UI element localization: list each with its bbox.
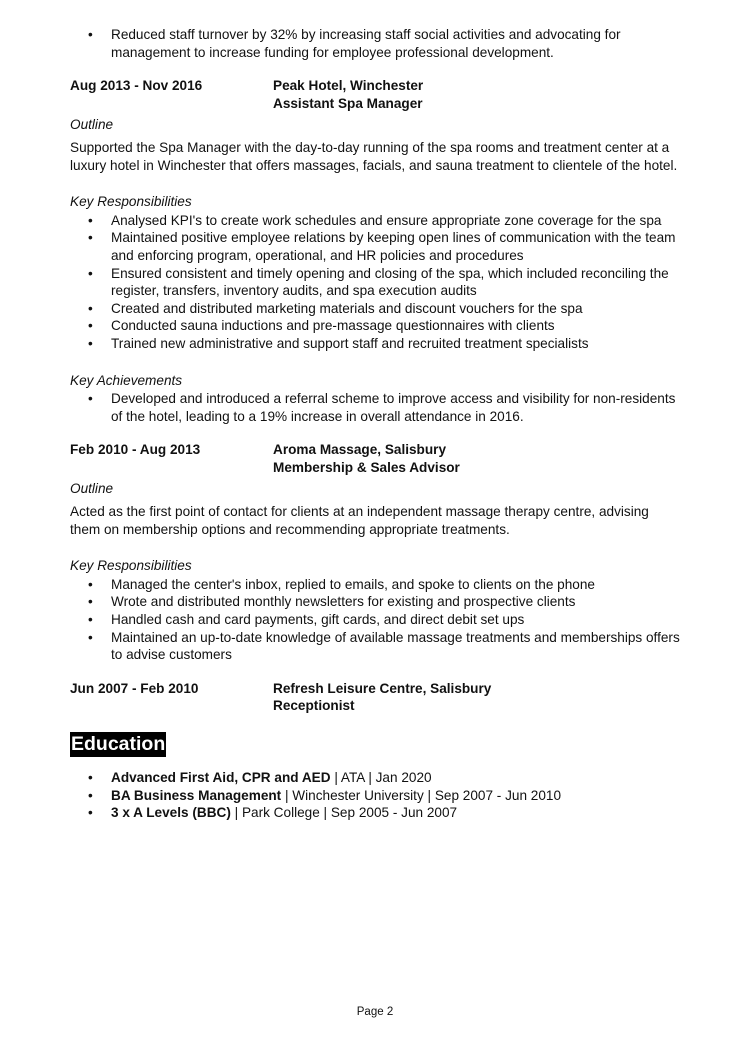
previous-job-achievements [70, 26, 682, 61]
job-title: Membership & Sales Advisor [273, 459, 460, 475]
qualification: BA Business Management [111, 787, 282, 803]
job-header [70, 441, 682, 476]
job-title: Receptionist [273, 698, 355, 714]
outline-label: Outline [70, 117, 114, 133]
job-header [70, 77, 682, 112]
responsibilities-label: Key Responsibilities [70, 194, 192, 210]
list-item: • Developed and introduced a referral scheme to improve access and visibility for non-residents of the hotel, leading to a 19% increase in overall attendance in 2016. [70, 390, 682, 425]
job-company: Aroma Massage, Salisbury [273, 442, 447, 458]
resume-page [70, 26, 682, 822]
job-header [70, 680, 682, 715]
job-entry [70, 680, 682, 715]
job-company: Peak Hotel, Winchester [273, 78, 424, 94]
job-outline: Supported the Spa Manager with the day-to-day running of the spa rooms and treatment center at a luxury hotel in Winchester that offers massages, facials, and sauna treatment to clientele of the hotel. [70, 139, 678, 173]
list-item [70, 769, 682, 787]
responsibilities-list [70, 212, 682, 353]
list-item: • Conducted sauna inductions and pre-massage questionnaires with clients [70, 317, 682, 335]
responsibilities-label: Key Responsibilities [70, 558, 192, 574]
list-item: • Created and distributed marketing materials and discount vouchers for the spa [70, 300, 682, 318]
job-dates: Feb 2010 - Aug 2013 [70, 442, 201, 458]
list-item [70, 804, 682, 822]
job-dates: Aug 2013 - Nov 2016 [70, 78, 203, 94]
achievements-list [70, 390, 682, 425]
list-item: • Trained new administrative and support staff and recruited treatment specialists [70, 335, 682, 353]
education-list [70, 769, 682, 822]
section-title-education: Education [71, 733, 166, 755]
job-title: Assistant Spa Manager [273, 95, 423, 111]
list-item [70, 787, 682, 805]
qualification-details: | ATA | Jan 2020 [330, 770, 432, 785]
list-item: • Maintained an up-to-date knowledge of available massage treatments and memberships offers to advise customers [70, 629, 682, 664]
qualification-details: | Winchester University | Sep 2007 - Jun 2010 [281, 787, 562, 803]
list-item: • Ensured consistent and timely opening and closing of the spa, which included reconciling the register, transfers, inventory audits, and spa execution audits [70, 265, 682, 300]
list-item: • Analysed KPI's to create work schedules and ensure appropriate zone coverage for the spa [70, 212, 682, 230]
list-item: • Maintained positive employee relations by keeping open lines of communication with the team and enforcing program, operational, and HR policies and procedures [70, 229, 682, 264]
job-company: Refresh Leisure Centre, Salisbury [273, 680, 492, 696]
qualification: 3 x A Levels (BBC) [111, 805, 231, 821]
list-item: • Wrote and distributed monthly newsletters for existing and prospective clients [70, 593, 682, 611]
job-entry [70, 441, 682, 664]
page-number: Page 2 [356, 1006, 394, 1018]
list-item: • Reduced staff turnover by 32% by increasing staff social activities and advocating for management to increase funding for employee professional development. [70, 26, 682, 61]
list-item: • Managed the center's inbox, replied to emails, and spoke to clients on the phone [70, 576, 682, 594]
job-entry [70, 77, 682, 425]
outline-label: Outline [70, 481, 114, 497]
qualification: Advanced First Aid, CPR and AED [111, 770, 331, 785]
job-dates: Jun 2007 - Feb 2010 [70, 680, 199, 696]
job-outline: Acted as the first point of contact for clients at an independent massage therapy centre, advising them on membership options and recommending appropriate treatments. [70, 504, 649, 537]
list-item: • Handled cash and card payments, gift cards, and direct debit set ups [70, 611, 682, 629]
education-section [70, 732, 682, 822]
responsibilities-list [70, 576, 682, 664]
qualification-details: | Park College | Sep 2005 - Jun 2007 [230, 805, 458, 821]
achievements-label: Key Achievements [70, 372, 183, 388]
